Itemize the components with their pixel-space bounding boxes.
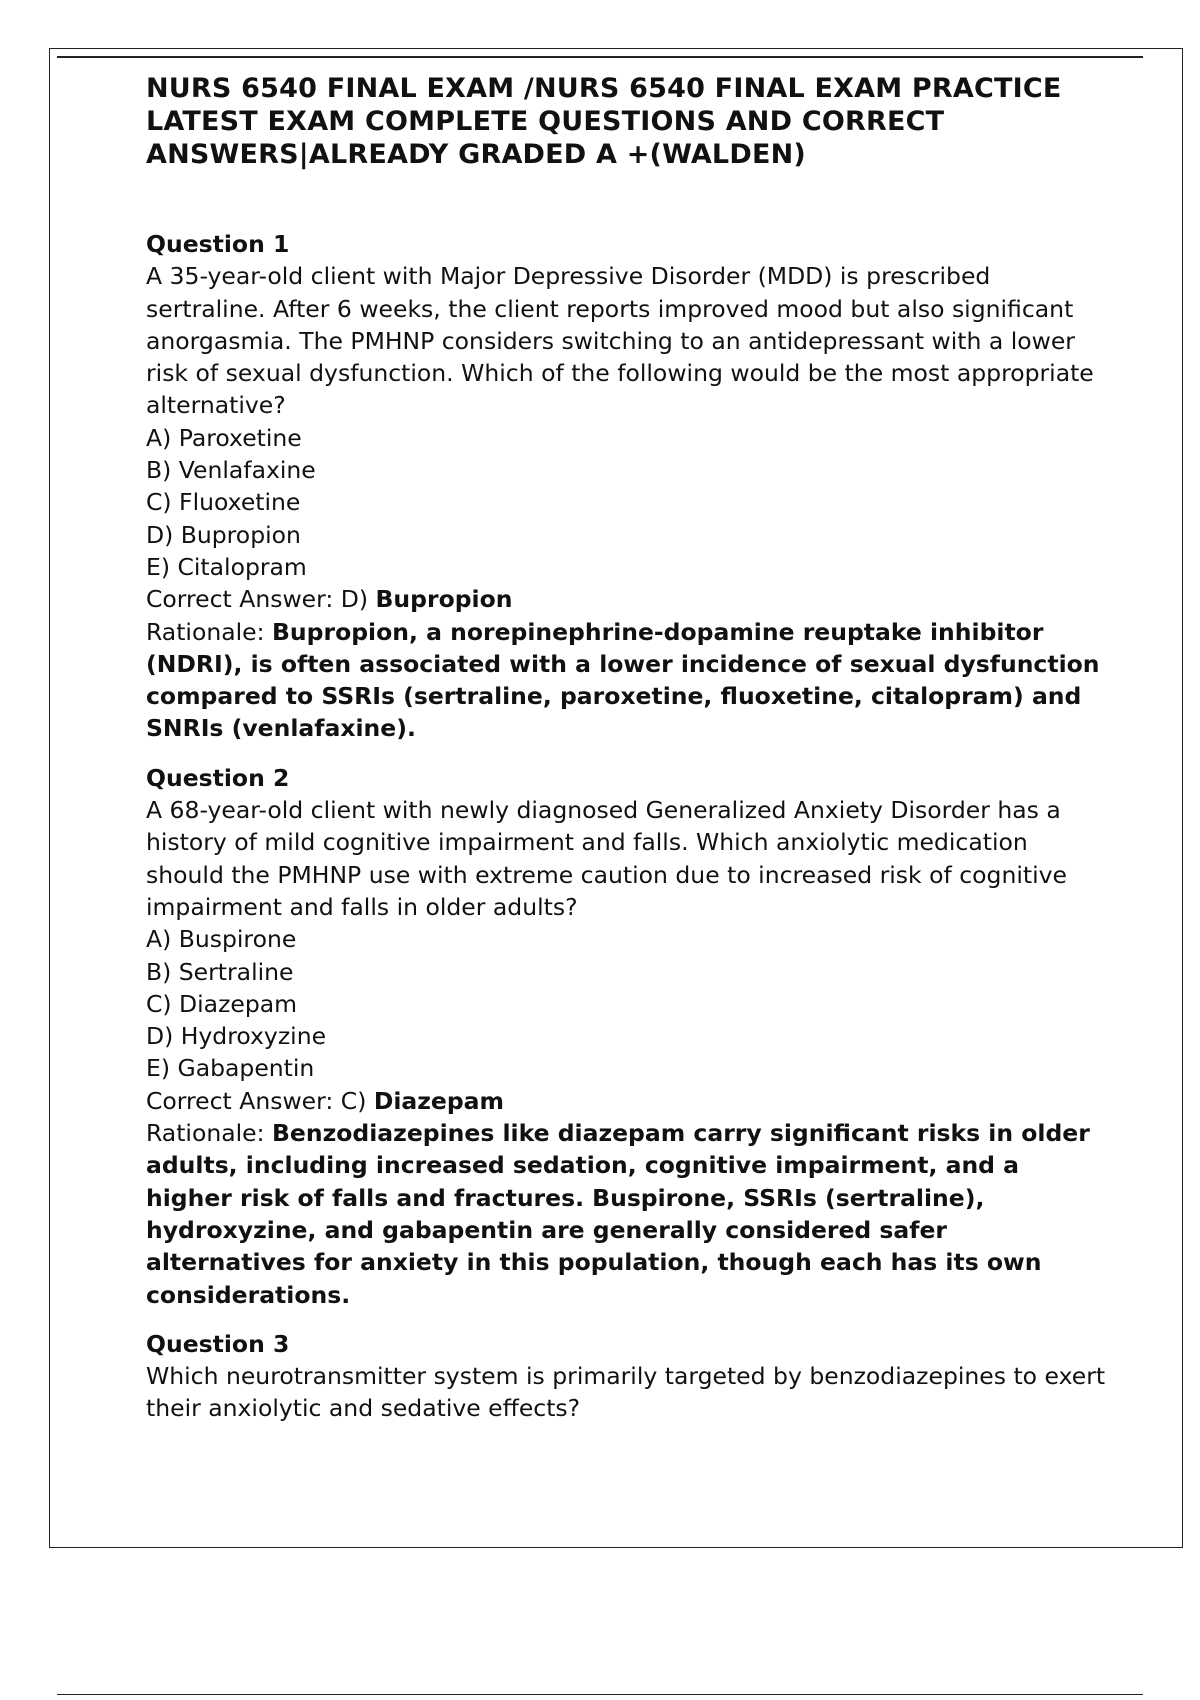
option-d: D) Hydroxyzine — [146, 1022, 327, 1051]
correct-answer-text: Bupropion — [375, 585, 513, 614]
option-c: C) Fluoxetine — [146, 488, 301, 517]
rationale-text: Benzodiazepines like diazepam carry significant risks in older adults, including increased sedation, cognitive impairment, and a higher risk of falls and fractures. Buspirone, SSRIs (sertraline), hydroxyzine, and gabapentin are generally considered safer alternatives for anxiety in this population, though each has its own considerations. — [146, 1119, 1090, 1309]
correct-answer-letter: D) — [340, 585, 376, 614]
option-e: E) Citalopram — [146, 552, 307, 581]
correct-answer-label: Correct Answer: — [146, 1086, 341, 1115]
question-2 — [146, 762, 1106, 1311]
correct-answer-letter: C) — [340, 1086, 374, 1115]
option-a: A) Buspirone — [146, 925, 297, 954]
document-title: NURS 6540 FINAL EXAM /NURS 6540 FINAL EXAM PRACTICE LATEST EXAM COMPLETE QUESTIONS AND CORRECT ANSWERS|ALREADY GRADED A +(WALDEN) — [146, 73, 1062, 170]
answer-options — [146, 422, 1106, 583]
question-text: Which neurotransmitter system is primarily targeted by benzodiazepines to exert their anxiolytic and sedative effects? — [146, 1362, 1106, 1423]
question-heading: Question 3 — [146, 1329, 290, 1358]
question-list — [146, 228, 1106, 1425]
option-e: E) Gabapentin — [146, 1054, 315, 1083]
correct-answer-label: Correct Answer: — [146, 585, 341, 614]
question-1 — [146, 228, 1106, 745]
bottom-rule — [57, 1694, 1143, 1695]
question-text: A 68-year-old client with newly diagnosed Generalized Anxiety Disorder has a history of mild cognitive impairment and falls. Which anxiolytic medication should the PMHNP use with extreme caution due to increased risk of cognitive impairment and falls in older adults? — [146, 796, 1067, 921]
rationale — [146, 616, 1106, 745]
option-a: A) Paroxetine — [146, 423, 302, 452]
question-3 — [146, 1328, 1106, 1425]
option-b: B) Venlafaxine — [146, 456, 316, 485]
question-heading: Question 2 — [146, 763, 290, 792]
rationale-text: Bupropion, a norepinephrine-dopamine reuptake inhibitor (NDRI), is often associated with a lower incidence of sexual dysfunction compared to SSRIs (sertraline, paroxetine, fluoxetine, citalopram) and SNRIs (venlafaxine). — [146, 617, 1100, 743]
rationale-label: Rationale: — [146, 617, 273, 646]
document-body — [146, 72, 1106, 1442]
option-c: C) Diazepam — [146, 989, 298, 1018]
question-heading: Question 1 — [146, 230, 290, 258]
correct-answer — [146, 1085, 1106, 1117]
rationale-label: Rationale: — [146, 1119, 273, 1148]
rationale — [146, 1117, 1106, 1311]
correct-answer-text: Diazepam — [373, 1086, 505, 1115]
option-d: D) Bupropion — [146, 520, 301, 549]
answer-options — [146, 923, 1106, 1084]
correct-answer — [146, 583, 1106, 615]
question-text: A 35-year-old client with Major Depressive Disorder (MDD) is prescribed sertraline. After 6 weeks, the client reports improved mood but also significant anorgasmia. The PMHNP considers switching to an antidepressant with a lower risk of sexual dysfunction. Which of the following would be the most appropriate alternative? — [146, 262, 1094, 420]
option-b: B) Sertraline — [146, 957, 294, 986]
